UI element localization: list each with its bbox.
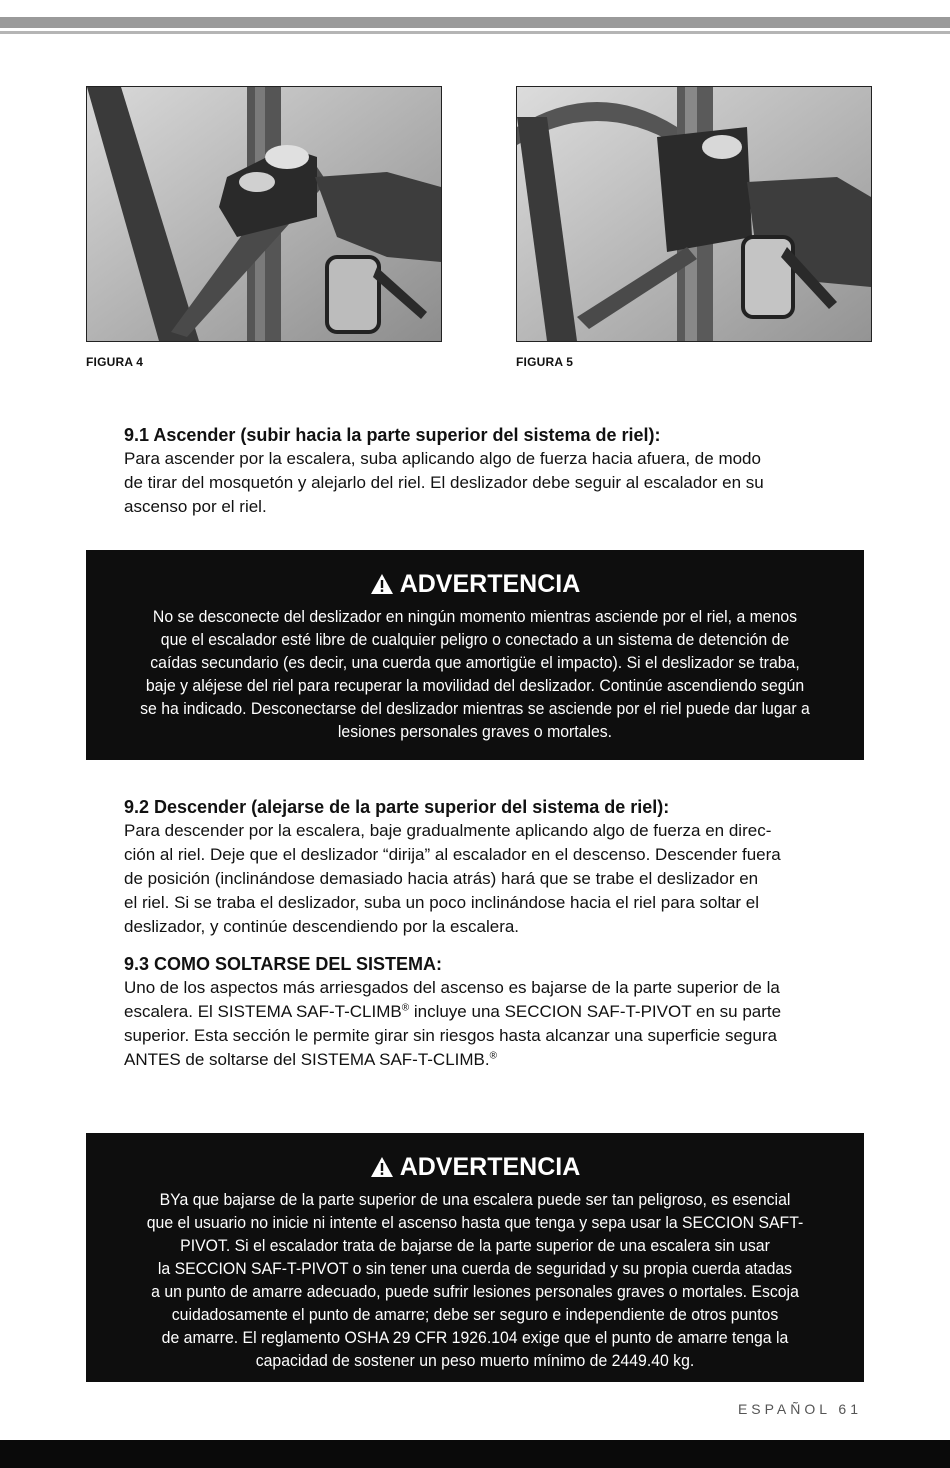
ladder-rail-slider-photo-icon (87, 87, 441, 341)
header-rule-thin (0, 31, 950, 34)
warning-2-line: que el usuario no inicie ni intente el ascenso hasta que tenga y sepa usar la SECCION SAFT- (146, 1213, 804, 1232)
section-9-3-heading: 9.3 COMO SOLTARSE DEL SISTEMA: (124, 954, 443, 974)
figure-4-caption: FIGURA 4 (86, 355, 144, 369)
section-9-3-line (124, 1048, 869, 1072)
section-9-2-line: deslizador, y continúe descendiendo por la escalera. (124, 917, 520, 936)
warning-1-line: No se desconecte del deslizador en ningún momento mientras asciende por el riel, a menos (152, 607, 798, 626)
section-9-1-heading: 9.1 Ascender (subir hacia la parte superior del sistema de riel): (124, 425, 661, 445)
section-9-1-line: ascenso por el riel. (124, 497, 267, 516)
figure-5-caption: FIGURA 5 (516, 355, 574, 369)
warning-2-line: a un punto de amarre adecuado, puede sufrir lesiones personales graves o mortales. Escoja (151, 1282, 799, 1301)
warning-triangle-icon (370, 1156, 394, 1178)
section-9-3-line: Uno de los aspectos más arriesgados del ascenso es bajarse de la parte superior de la (124, 978, 780, 997)
warning-2-line: PIVOT. Si el escalador trata de bajarse de la parte superior de una escalera sin usar (180, 1236, 770, 1255)
section-9-2-line: el riel. Si se traba el deslizador, suba un poco inclinándose hacia el riel para soltar el (124, 893, 760, 912)
warning-triangle-icon (370, 573, 394, 595)
warning-box-2 (86, 1133, 864, 1382)
section-9-3-text: ANTES de soltarse del SISTEMA SAF-T-CLIMB. (124, 1050, 490, 1069)
section-9-2-heading: 9.2 Descender (alejarse de la parte superior del sistema de riel): (124, 797, 670, 817)
warning-2-line: BYa que bajarse de la parte superior de una escalera puede ser tan peligroso, es esencial (159, 1190, 791, 1209)
warning-1-line: se ha indicado. Desconectarse del deslizador mientras se asciende por el riel puede dar lugar a (140, 699, 810, 718)
section-9-3 (124, 952, 869, 1072)
section-9-3-text: escalera. El SISTEMA SAF-T-CLIMB (124, 1002, 402, 1021)
warning-2-line: cuidadosamente el punto de amarre; debe ser seguro e independiente de otros puntos (171, 1305, 779, 1324)
warning-1-body (122, 605, 829, 743)
warning-1-line: baje y aléjese del riel para recuperar la movilidad del deslizador. Continúe ascendiendo según (145, 676, 805, 695)
section-9-2-line: ción al riel. Deje que el deslizador “dirija” al escalador en el descenso. Descender fuera (124, 845, 781, 864)
section-9-3-line: superior. Esta sección le permite girar sin riesgos hasta alcanzar una superficie segura (124, 1026, 777, 1045)
warning-1-line: que el escalador esté libre de cualquier peligro o conectado a un sistema de detención de (160, 630, 790, 649)
section-9-1-line: de tirar del mosquetón y alejarlo del riel. El deslizador debe seguir al escalador en su (124, 473, 764, 492)
warning-2-title (86, 1152, 864, 1182)
warning-1-title (86, 569, 864, 599)
figure-5-photo (516, 86, 872, 342)
ladder-rail-slider-photo-icon (517, 87, 871, 341)
footer-bar (0, 1440, 950, 1468)
warning-2-line: la SECCION SAF-T-PIVOT o sin tener una cuerda de seguridad y su propia cuerda atadas (157, 1259, 793, 1278)
section-9-2 (124, 795, 869, 939)
warning-2-line: de amarre. El reglamento OSHA 29 CFR 1926.104 exige que el punto de amarre tenga la (161, 1328, 789, 1347)
warning-box-1 (86, 550, 864, 760)
warning-2-title-text: ADVERTENCIA (399, 1153, 581, 1181)
section-9-2-line: Para descender por la escalera, baje gradualmente aplicando algo de fuerza en direc- (124, 821, 772, 840)
figure-4-photo (86, 86, 442, 342)
section-9-1-line: Para ascender por la escalera, suba aplicando algo de fuerza hacia afuera, de modo (124, 449, 761, 468)
page-number: ESPAÑOL 61 (737, 1401, 862, 1417)
warning-1-line: lesiones personales graves o mortales. (337, 722, 613, 741)
registered-mark: ® (401, 1002, 410, 1014)
warning-1-title-text: ADVERTENCIA (399, 570, 581, 598)
section-9-2-line: de posición (inclinándose demasiado hacia atrás) hará que se trabe el deslizador en (124, 869, 759, 888)
header-rule-thick (0, 17, 950, 28)
warning-1-line: caídas secundario (es decir, una cuerda que amortigüe el impacto). Si el deslizador se traba, (150, 653, 800, 672)
warning-2-line: capacidad de sostener un peso muerto mínimo de 2449.40 kg. (255, 1351, 695, 1370)
section-9-1 (124, 423, 869, 519)
section-9-3-line (124, 1000, 869, 1024)
registered-mark: ® (489, 1050, 497, 1062)
section-9-3-text: incluye una SECCION SAF-T-PIVOT en su parte (409, 1002, 782, 1021)
warning-2-body (122, 1188, 829, 1372)
